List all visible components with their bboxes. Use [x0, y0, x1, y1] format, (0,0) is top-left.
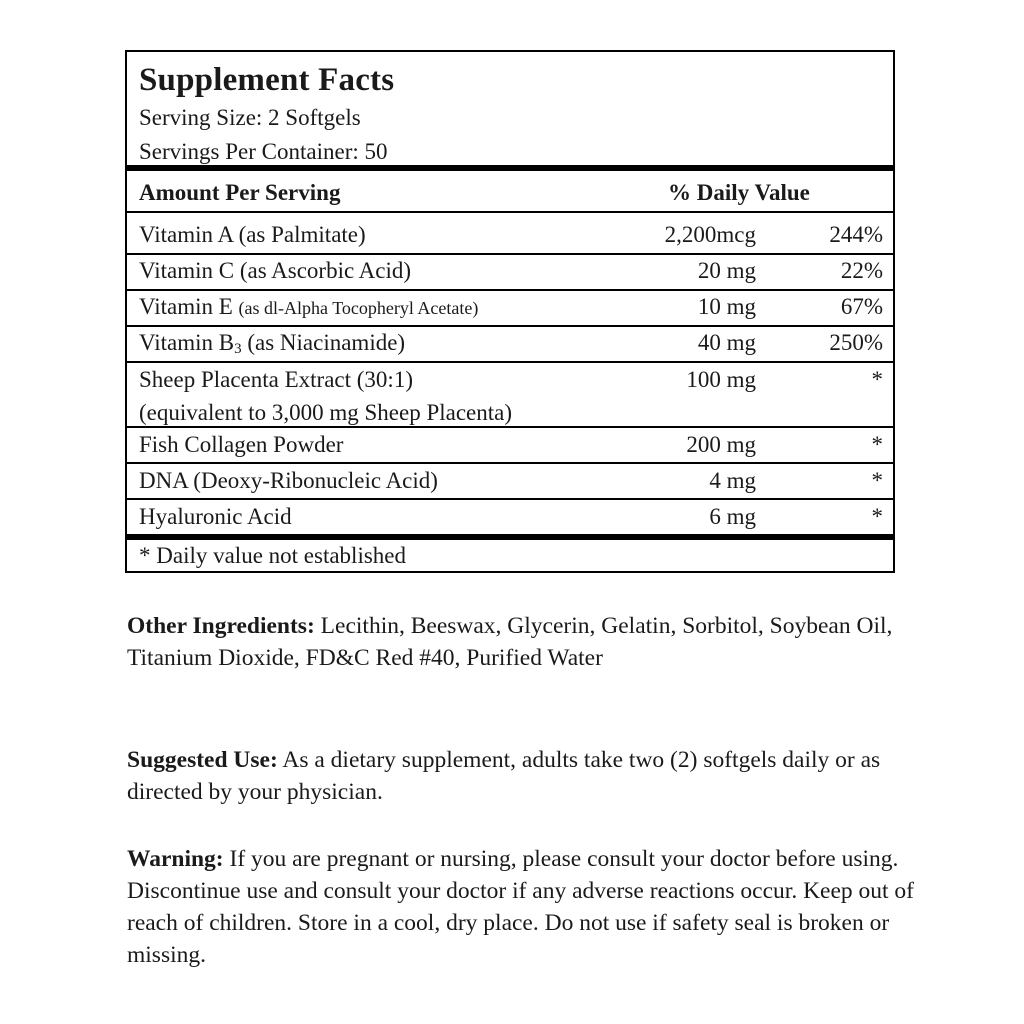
- divider: [127, 325, 893, 327]
- nutrient-daily-value: 67%: [840, 294, 883, 319]
- panel-title: Supplement Facts: [139, 62, 395, 98]
- nutrient-amount: 200 mg: [686, 432, 756, 457]
- servings-per-container: Servings Per Container: 50: [139, 139, 388, 164]
- nutrient-amount: 100 mg: [686, 367, 756, 392]
- nutrient-daily-value: *: [871, 504, 883, 529]
- nutrient-daily-value: 22%: [840, 258, 883, 283]
- warning-text: If you are pregnant or nursing, please consult your doctor before using. Discontinue use and consult your doctor if any adverse reactions occur. Keep out of reach of children. Store in a cool, dry place. Do not use if safety seal is broken or missing.: [127, 846, 915, 968]
- divider: [127, 361, 893, 363]
- nutrient-amount: 40 mg: [697, 330, 756, 355]
- warning: [127, 843, 917, 971]
- nutrient-name: Hyaluronic Acid: [139, 504, 292, 529]
- suggested-use-text: As a dietary supplement, adults take two (2) softgels daily or as directed by your physician.: [127, 747, 881, 805]
- nutrient-name: Fish Collagen Powder: [139, 432, 344, 457]
- nutrient-name-continued: (equivalent to 3,000 mg Sheep Placenta): [139, 400, 513, 425]
- nutrient-daily-value: 250%: [829, 330, 883, 355]
- nutrient-daily-value: *: [871, 432, 883, 457]
- nutrient-amount: 6 mg: [709, 504, 756, 529]
- divider: [127, 462, 893, 464]
- nutrient-amount: 2,200mcg: [664, 222, 756, 247]
- nutrient-name: Sheep Placenta Extract (30:1): [139, 367, 413, 392]
- nutrient-amount: 20 mg: [697, 258, 756, 283]
- nutrient-name: Vitamin $B_3$ (as Niacinamide): [139, 330, 406, 357]
- suggested-use: [127, 744, 917, 808]
- daily-value-header: % Daily Value: [668, 180, 810, 205]
- nutrient-daily-value: *: [871, 367, 883, 392]
- nutrient-name: Vitamin C (as Ascorbic Acid): [139, 258, 412, 283]
- divider: [127, 253, 893, 255]
- other-ingredients: [127, 610, 917, 674]
- divider: [127, 498, 893, 500]
- serving-size: Serving Size: 2 Softgels: [139, 105, 361, 130]
- nutrient-name: Vitamin A (as Palmitate): [139, 222, 366, 247]
- daily-value-footnote: * Daily value not established: [139, 543, 406, 568]
- divider: [127, 426, 893, 428]
- nutrient-amount: 4 mg: [709, 468, 756, 493]
- nutrient-name: Vitamin E (as dl-Alpha Tocopheryl Acetate): [139, 294, 479, 319]
- suggested-use-label: Suggested Use:: [127, 747, 278, 773]
- other-ingredients-label: Other Ingredients:: [127, 613, 315, 639]
- divider: [127, 211, 893, 213]
- thick-divider: [127, 534, 893, 540]
- thick-divider: [127, 165, 893, 171]
- divider: [127, 289, 893, 291]
- warning-label: Warning:: [127, 846, 224, 872]
- amount-per-serving-header: Amount Per Serving: [139, 180, 341, 205]
- nutrient-amount: 10 mg: [697, 294, 756, 319]
- nutrient-daily-value: 244%: [829, 222, 883, 247]
- nutrient-daily-value: *: [871, 468, 883, 493]
- nutrient-name: DNA (Deoxy-Ribonucleic Acid): [139, 468, 438, 493]
- other-ingredients-text: Lecithin, Beeswax, Glycerin, Gelatin, Sorbitol, Soybean Oil, Titanium Dioxide, FD&C Red #40, Purified Water: [127, 613, 893, 671]
- supplement-facts-panel: [125, 50, 895, 573]
